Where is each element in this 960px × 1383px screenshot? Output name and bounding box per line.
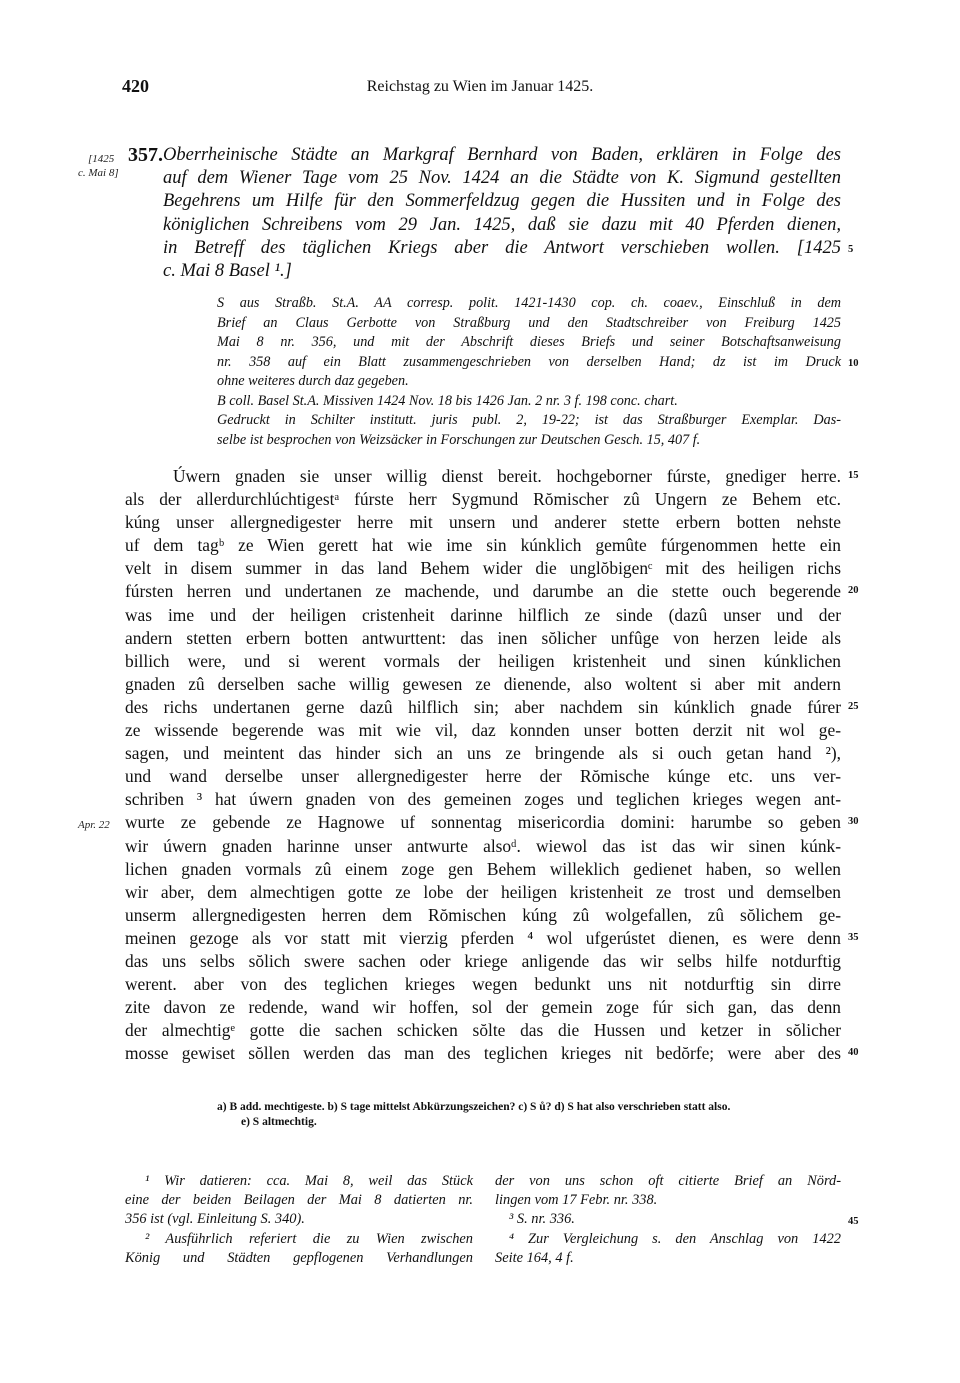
body-line: das uns selbs sŏlich swere sachen oder kriege anligende das wir selbs hilfe notdurftig <box>125 950 841 971</box>
footnote-line: lingen vom 17 Febr. nr. 338. <box>495 1192 658 1209</box>
critical-apparatus <box>217 1100 841 1130</box>
footnotes-right <box>495 1172 841 1268</box>
regest-line: in Betreff des täglichen Kriegs aber die Antwort verschieben wollen. [1425 <box>163 237 841 258</box>
regest <box>163 144 841 283</box>
footnotes-left <box>125 1172 473 1268</box>
body-line: sagen, und meintent das hinder sich an uns ze bringende als si ouch getan hand ²), <box>125 743 841 764</box>
regest-line: Begehrens um Hilfe für den Sommerfeldzug gegen die Hussiten und in Folge des <box>163 191 841 212</box>
line-number: 45 <box>848 1216 859 1227</box>
body-line: zite davon ze redende, wand wir hoffen, sol der gemein zoge fúr sich gan, das denn <box>125 997 841 1018</box>
body-line: wir aber, dem almechtigen gotte ze lobe der heiligen kristenheit ze trost und demselben <box>125 881 841 902</box>
line-number: 20 <box>848 585 859 596</box>
regest-line: c. Mai 8 Basel ¹.] <box>163 261 292 282</box>
line-number: 35 <box>848 932 859 943</box>
body-line: andern stetten erbern botten antwurttent: das inen sŏlicher unfûge von herzen leide als <box>125 627 841 648</box>
body-line: uf dem tagᵇ ze Wien gerett hat wie ime sin kúnklich gemûte fúrgenommen hette ein <box>125 535 841 556</box>
apparatus-line: e) S altmechtig. <box>241 1116 317 1128</box>
body-line: wurte ze gebende ze Hagnowe uf sonnentag misericordia domini: harumbe so geben <box>125 812 841 833</box>
source-line: Gedruckt in Schilter institutt. juris publ. 2, 19-22; ist das Straßburger Exemplar. Das- <box>217 412 841 428</box>
footnote-line: ⁴ Zur Vergleichung s. den Anschlag von 1422 <box>509 1230 841 1247</box>
line-number: 15 <box>848 470 859 481</box>
source-description <box>217 294 841 450</box>
footnote-line: eine der beiden Beilagen der Mai 8 datierten nr. <box>125 1192 473 1209</box>
body-line: als der allerdurchlúchtigestᵃ fúrste herr Sygmund Rŏmischer zû Ungern ze Behem etc. <box>125 489 841 510</box>
line-number: 5 <box>848 244 854 255</box>
source-line: nr. 358 auf ein Blatt zusammengeschrieben von derselben Hand; dz ist im Druck <box>217 353 841 370</box>
margin-date-year: [1425 <box>88 153 115 165</box>
margin-date-day: c. Mai 8] <box>78 167 119 179</box>
source-line: B coll. Basel St.A. Missiven 1424 Nov. 18 bis 1426 Jan. 2 nr. 3 f. 198 conc. chart. <box>217 392 678 409</box>
body-line: werent. aber von des teglichen krieges wegen bedunkt uns nit notdurftig sin dirre <box>125 974 841 995</box>
body-line: des richs undertanen gerne dazû hilflich sin; aber nachdem sin kúnklich gnade fúrer <box>125 696 841 717</box>
letter-body <box>125 465 841 1065</box>
footnote-line: der von uns schon oft citierte Brief an Nörd- <box>495 1173 841 1189</box>
page-number: 420 <box>122 76 149 96</box>
source-line: Mai 8 nr. 356, und mit der Abschrift dieses Briefs und seiner Botschaftsanweisung <box>217 334 841 350</box>
source-line: Brief an Claus Gerbotte von Straßburg und den Stadtschreiber von Freiburg 1425 <box>217 314 841 331</box>
line-number: 40 <box>848 1047 859 1058</box>
body-line: wir úwern gnaden harinne unser antwurte alsoᵈ. wiewol das ist das wir sinen kúnk- <box>125 835 841 856</box>
body-line: lichen gnaden vormals zû einem zoge gen Behem willeklich gedienet haben, so wellen <box>125 858 841 879</box>
regest-line: Oberrheinische Städte an Markgraf Bernhard von Baden, erklären in Folge des <box>163 145 841 165</box>
footnote-line: Seite 164, 4 f. <box>495 1249 574 1266</box>
body-line: gnaden zû derselben sache willig gewesen ze dienende, also woltent si aber mit andern <box>125 673 841 694</box>
body-line: mosse gewiset sŏllen werden das man des teglichen krieges nit bedŏrfe; were aber des <box>125 1043 841 1064</box>
body-line: schriben ³ hat úwern gnaden von des gemeinen zoges und teglichen krieges wegen ant- <box>125 789 841 810</box>
source-line: S aus Straßb. St.A. AA corresp. polit. 1421-1430 cop. ch. coaev., Einschluß in dem <box>217 295 841 311</box>
apparatus-line: a) B add. mechtigeste. b) S tage mittelst Abkürzungszeichen? c) S ů? d) S hat also verschrieben statt also. <box>217 1101 731 1113</box>
margin-date-apr: Apr. 22 <box>78 819 110 831</box>
line-number: 30 <box>848 816 859 827</box>
body-line: velt in disem summer in das land Behem wider die unglŏbigenᶜ mit des heiligen richs <box>125 558 841 579</box>
footnote-line: König und Städten gepflogenen Verhandlungen <box>125 1249 473 1266</box>
body-line: fúrsten herren und undertanen ze machende, und darumbe an die stette ouch begerende <box>125 581 841 602</box>
footnote-line: ¹ Wir datieren: cca. Mai 8, weil das Stück <box>145 1173 473 1189</box>
running-title: Reichstag zu Wien im Januar 1425. <box>366 78 594 95</box>
source-line: ohne weiteres durch daz gegeben. <box>217 373 409 389</box>
footnote-line: 356 ist (vgl. Einleitung S. 340). <box>125 1211 305 1228</box>
footnote-line: ³ S. nr. 336. <box>509 1211 575 1228</box>
footnote-line: ² Ausführlich referiert die zu Wien zwischen <box>145 1230 473 1247</box>
regest-line: königlichen Schreibens vom 29 Jan. 1425, daß sie dazu mit 40 Pferden dienen, <box>163 214 841 235</box>
line-number: 25 <box>848 701 859 712</box>
body-line: unserm allergnedigesten herren dem Rŏmischen kúng zû wolgefallen, zû sŏlichem ge- <box>125 904 841 925</box>
body-line: Úwern gnaden sie unser willig dienst bereit. hochgeborner fúrste, gnediger herre. <box>173 466 841 486</box>
body-line: kúng unser allergnedigester herre mit unsern und anderer stette erbern botten nehste <box>125 512 841 533</box>
body-line: ze wissende begerende was mit wie vil, daz konnden unser botten derzit nit wol ge- <box>125 720 841 741</box>
body-line: und wand derselbe unser allergnedigester herre der Rŏmische kúnge etc. uns ver- <box>125 766 841 787</box>
line-number: 10 <box>848 358 859 369</box>
body-line: der almechtigᵉ gotte die sachen schicken sŏlte das die Hussen und ketzer in sŏlicher <box>125 1020 841 1041</box>
source-line: selbe ist besprochen von Weizsäcker in Forschungen zur Deutschen Gesch. 15, 407 f. <box>217 431 701 448</box>
body-line: billich were, und si werent vormals der heiligen kristenheit und sinen kúnklichen <box>125 650 841 671</box>
body-line: was ime und der heiligen cristenheit darinne hilflich ze sinde (dazû unser und der <box>125 604 841 625</box>
document-number: 357. <box>128 144 163 166</box>
regest-line: auf dem Wiener Tage vom 25 Nov. 1424 an die Städte von K. Sigmund gestellten <box>163 168 841 189</box>
body-line: meinen gezoge als vor statt mit vierzig pferden ⁴ wol ufgerústet dienen, es were denn <box>125 927 841 948</box>
